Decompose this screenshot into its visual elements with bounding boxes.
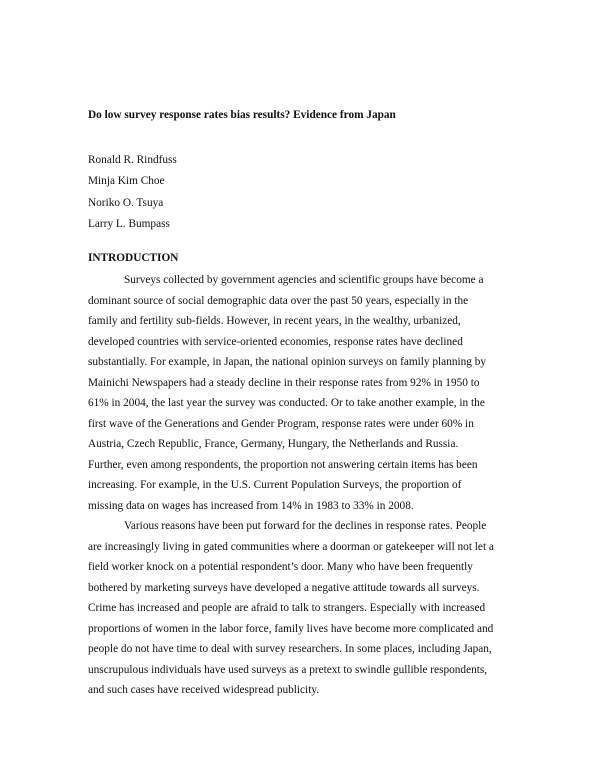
text-line: developed countries with service-oriented economies, response rates have declined xyxy=(88,335,463,348)
text-line: missing data on wages has increased from 14% in 1983 to 33% in 2008. xyxy=(88,499,414,512)
text-line: Austria, Czech Republic, France, Germany, Hungary, the Netherlands and Russia. xyxy=(88,438,459,450)
author-list xyxy=(88,150,177,235)
text-line: family and fertility sub-fields. However, in recent years, in the wealthy, urbanized, xyxy=(88,315,461,327)
text-line: field worker knock on a potential respondent’s door. Many who have been frequently xyxy=(88,561,473,573)
text-line: are increasingly living in gated communities where a doorman or gatekeeper will not let a xyxy=(88,540,494,553)
text-line: dominant source of social demographic data over the past 50 years, especially in the xyxy=(88,294,469,307)
author-name: Ronald R. Rindfuss xyxy=(88,154,177,166)
text-line: bothered by marketing surveys have developed a negative attitude towards all surveys. xyxy=(88,581,480,594)
author-name: Minja Kim Choe xyxy=(88,175,165,188)
paragraph xyxy=(88,270,518,516)
text-line: Crime has increased and people are afraid to talk to strangers. Especially with increased xyxy=(88,602,486,614)
text-line: and such cases have received widespread publicity. xyxy=(88,684,320,696)
text-line: proportions of women in the labor force, family lives have become more complicated and xyxy=(88,622,494,635)
paper-title: Do low survey response rates bias results? Evidence from Japan xyxy=(88,109,396,121)
text-line: Various reasons have been put forward for the declines in response rates. People xyxy=(124,520,487,532)
text-line: Mainichi Newspapers had a steady decline in their response rates from 92% in 1950 to xyxy=(88,376,480,389)
text-line: 61% in 2004, the last year the survey was conducted. Or to take another example, in the xyxy=(88,397,485,409)
text-line: substantially. For example, in Japan, the national opinion surveys on family planning by xyxy=(88,356,487,368)
author-name: Noriko O. Tsuya xyxy=(88,196,164,209)
author-name: Larry L. Bumpass xyxy=(88,217,170,230)
text-line: Surveys collected by government agencies and scientific groups have become a xyxy=(124,274,484,286)
text-line: people do not have time to deal with survey researchers. In some places, including Japan, xyxy=(88,643,492,655)
paragraph xyxy=(88,516,518,701)
text-line: first wave of the Generations and Gender Program, response rates were under 60% in xyxy=(88,417,474,430)
section-heading: INTRODUCTION xyxy=(88,252,179,264)
text-line: increasing. For example, in the U.S. Current Population Surveys, the proportion of xyxy=(88,479,462,491)
body-text xyxy=(88,270,518,701)
text-line: Further, even among respondents, the proportion not answering certain items has been xyxy=(88,458,478,471)
text-line: unscrupulous individuals have used surveys as a pretext to swindle gullible respondents, xyxy=(88,663,488,676)
